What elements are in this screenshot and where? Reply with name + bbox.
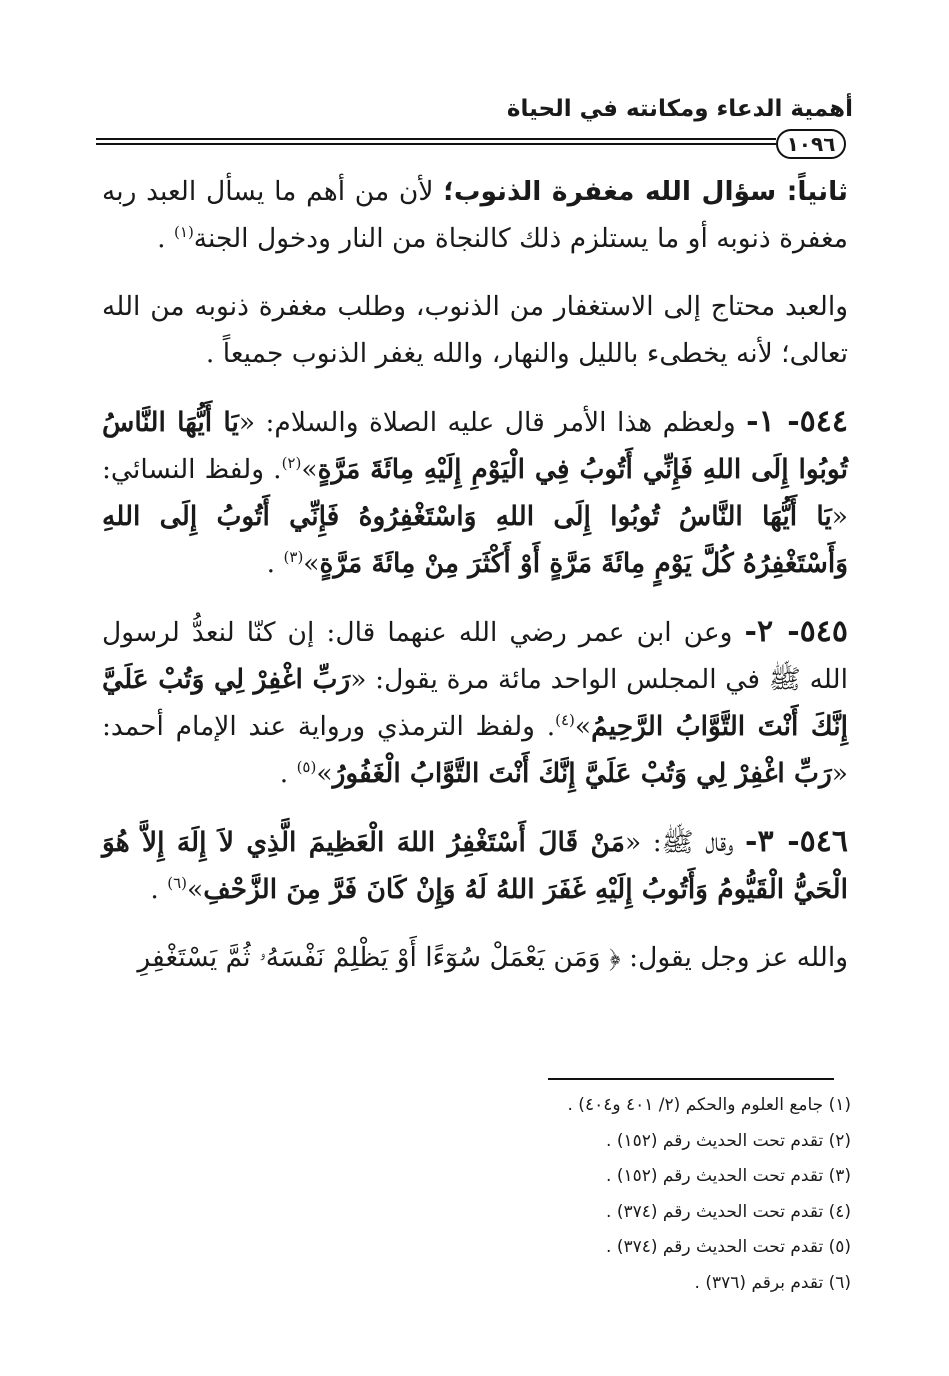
footnotes-list bbox=[151, 1088, 851, 1301]
hadith-text: رَبِّ اغْفِرْ لِي وَتُبْ عَلَيَّ إِنَّكَ أَنْتَ التَّوَّابُ الرَّحِيمُ bbox=[102, 664, 848, 742]
punctuation: . bbox=[150, 874, 168, 905]
running-title: أهمية الدعاء ومكانته في الحياة bbox=[506, 96, 853, 122]
quote-mark: » bbox=[187, 874, 204, 905]
hadith-entry bbox=[102, 398, 848, 587]
paragraph-text: وقال ﷺ: « bbox=[624, 827, 746, 858]
paragraph bbox=[102, 283, 848, 377]
footnote-ref: (٣) bbox=[283, 548, 304, 567]
quran-verse: وَمَن يَعْمَلْ سُوٓءًا أَوْ يَظْلِمْ نَفْسَهُۥ ثُمَّ يَسْتَغْفِرِ bbox=[137, 942, 601, 973]
quote-mark: » bbox=[303, 548, 320, 579]
section-heading: ثانياً: سؤال الله مغفرة الذنوب؛ bbox=[443, 176, 848, 207]
footnote-ref: (١) bbox=[174, 223, 194, 242]
footnote: (٢) تقدم تحت الحديث رقم (١٥٢) . bbox=[606, 1130, 851, 1151]
paragraph-text: لأن من أهم ما يسأل العبد ربه مغفرة ذنوبه أو ما يستلزم ذلك كالنجاة من النار ودخول الجنة bbox=[102, 176, 848, 254]
hadith-text: يَا أَيُّهَا النَّاسُ تُوبُوا إِلَى اللهِ فَإِنِّي أَتُوبُ فِي الْيَوْمِ إِلَيْهِ مِائَةَ مَرَّةٍ bbox=[102, 407, 848, 485]
paragraph-text: . ولفظ النسائي: « bbox=[102, 454, 848, 532]
footnote-ref: (٢) bbox=[281, 454, 302, 473]
hadith-number: ٥٤٥- ٢- bbox=[744, 614, 848, 649]
hadith-number: ٥٤٤- ١- bbox=[746, 404, 848, 439]
footnote-ref: (٤) bbox=[555, 711, 575, 730]
header-rule bbox=[96, 130, 846, 162]
footnote-ref: (٥) bbox=[296, 758, 317, 777]
footnote: (٥) تقدم تحت الحديث رقم (٣٧٤) . bbox=[606, 1237, 851, 1257]
footnote: (٤) تقدم تحت الحديث رقم (٣٧٤) . bbox=[606, 1201, 851, 1222]
paragraph bbox=[102, 934, 848, 981]
header-rule-line bbox=[96, 138, 776, 140]
footnote-ref: (٦) bbox=[167, 874, 188, 893]
hadith-entry bbox=[102, 818, 848, 913]
hadith-text: مَنْ قَالَ أَسْتَغْفِرُ اللهَ الْعَظِيمَ الَّذِي لاَ إِلَهَ إِلاَّ هُوَ الْحَيُّ الْقَيُّومُ وَأَتُوبُ إِلَيْهِ غَفَرَ اللهُ لَهُ وَإِنْ كَانَ فَرَّ مِنَ الزَّحْفِ bbox=[102, 827, 848, 905]
paragraph-text: والله عز وجل يقول: ﴿ bbox=[600, 942, 848, 973]
page-number: ١٠٩٦ bbox=[776, 129, 846, 159]
footnote-separator bbox=[548, 1078, 834, 1080]
hadith-entry bbox=[102, 608, 848, 797]
footnote: (٦) تقدم برقم (٣٧٦) . bbox=[694, 1272, 851, 1293]
punctuation: . bbox=[279, 758, 297, 789]
punctuation: . bbox=[157, 223, 175, 254]
paragraph-text: ولعظم هذا الأمر قال عليه الصلاة والسلام: « bbox=[238, 407, 747, 438]
paragraph-text: والعبد محتاج إلى الاستغفار من الذنوب، وطلب مغفرة ذنوبه من الله تعالى؛ لأنه يخطىء بالليل والنهار، والله يغفر الذنوب جميعاً . bbox=[102, 291, 848, 369]
footnote: (٣) تقدم تحت الحديث رقم (١٥٢) . bbox=[606, 1166, 851, 1186]
paragraph-text: وعن ابن عمر رضي الله عنهما قال: إن كنّا لنعدُّ لرسول الله ﷺ في المجلس الواحد مائة مرة يقول: « bbox=[102, 617, 848, 695]
footnote: (١) جامع العلوم والحكم (٢/ ٤٠١ و٤٠٤) . bbox=[567, 1095, 851, 1115]
quote-mark: » bbox=[301, 454, 318, 485]
quote-mark: » bbox=[316, 758, 333, 789]
main-text bbox=[102, 168, 848, 1002]
quote-mark: » bbox=[574, 711, 592, 742]
hadith-text: رَبِّ اغْفِرْ لِي وَتُبْ عَلَيَّ إِنَّكَ أَنْتَ التَّوَّابُ الْغَفُورُ bbox=[332, 758, 832, 789]
hadith-text: يَا أَيُّهَا النَّاسُ تُوبُوا إِلَى اللهِ وَاسْتَغْفِرُوهُ فَإِنِّي أَتُوبُ إِلَى اللهِ وَأَسْتَغْفِرُهُ كُلَّ يَوْمٍ مِائَةَ مَرَّةٍ أَوْ أَكْثَرَ مِنْ مِائَةَ مَرَّةٍ bbox=[102, 501, 848, 579]
header-rule-line bbox=[96, 143, 776, 145]
punctuation: . bbox=[266, 548, 284, 579]
paragraph bbox=[102, 168, 848, 262]
hadith-number: ٥٤٦- ٣- bbox=[745, 824, 848, 859]
paragraph-text: . ولفظ الترمذي ورواية عند الإمام أحمد: « bbox=[102, 711, 848, 789]
